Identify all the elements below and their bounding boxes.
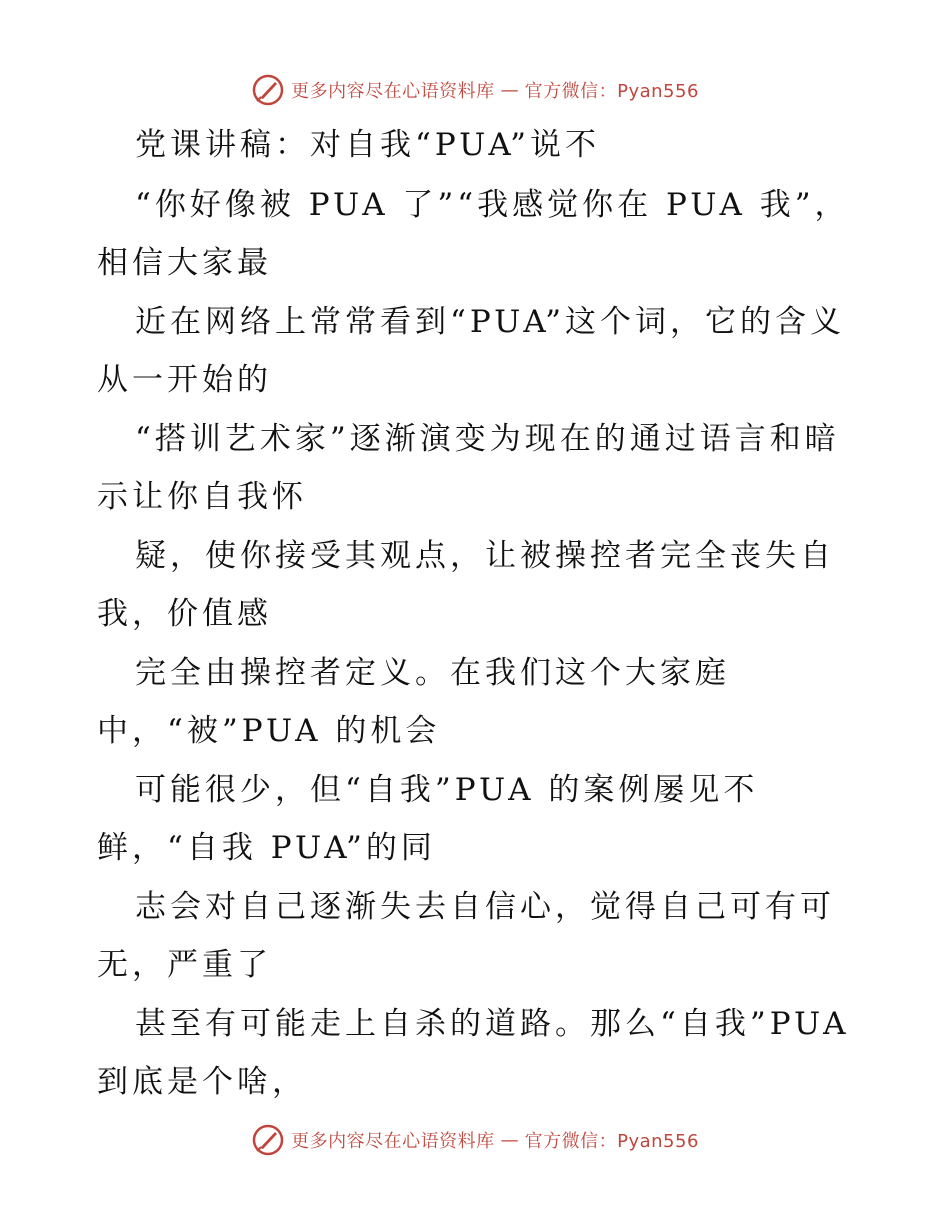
feather-pen-logo-icon <box>251 1123 285 1157</box>
doc-line: 疑，使你接受其观点，让被操控者完全丧失自 <box>135 538 835 574</box>
watermark-text: 更多内容尽在心语资料库 <box>291 81 495 102</box>
doc-line: 可能很少，但“自我”PUA 的案例屡见不 <box>135 772 759 808</box>
doc-line: 甚至有可能走上自杀的道路。那么“自我”PUA <box>135 1006 850 1042</box>
feather-pen-logo-icon <box>251 73 285 107</box>
watermark-contact: 官方微信：Pyan556 <box>524 81 699 102</box>
watermark-contact: 官方微信：Pyan556 <box>524 1131 699 1152</box>
doc-line: “你好像被 PUA 了”“我感觉你在 PUA 我”， <box>135 187 850 223</box>
doc-title: 党课讲稿：对自我“PUA”说不 <box>135 127 601 163</box>
doc-line: 完全由操控者定义。在我们这个大家庭 <box>135 655 730 691</box>
doc-line: 鲜，“自我 PUA”的同 <box>97 830 436 866</box>
doc-line: 无，严重了 <box>97 947 272 983</box>
doc-line: 中，“被”PUA 的机会 <box>97 713 441 749</box>
watermark-text: 更多内容尽在心语资料库 <box>291 1131 495 1152</box>
doc-line: 志会对自己逐渐失去自信心，觉得自己可有可 <box>135 889 835 925</box>
doc-line: 到底是个啥， <box>97 1064 307 1100</box>
doc-line: “搭训艺术家”逐渐演变为现在的通过语言和暗 <box>135 421 840 457</box>
watermark-separator: — <box>500 1129 519 1151</box>
doc-line: 相信大家最 <box>97 245 272 281</box>
doc-line: 示让你自我怀 <box>97 479 307 515</box>
footer-watermark <box>0 1120 950 1160</box>
watermark-separator: — <box>500 79 519 101</box>
doc-line: 我，价值感 <box>97 596 272 632</box>
doc-line: 近在网络上常常看到“PUA”这个词，它的含义 <box>135 304 846 340</box>
doc-line: 从一开始的 <box>97 362 272 398</box>
header-watermark <box>0 70 950 110</box>
